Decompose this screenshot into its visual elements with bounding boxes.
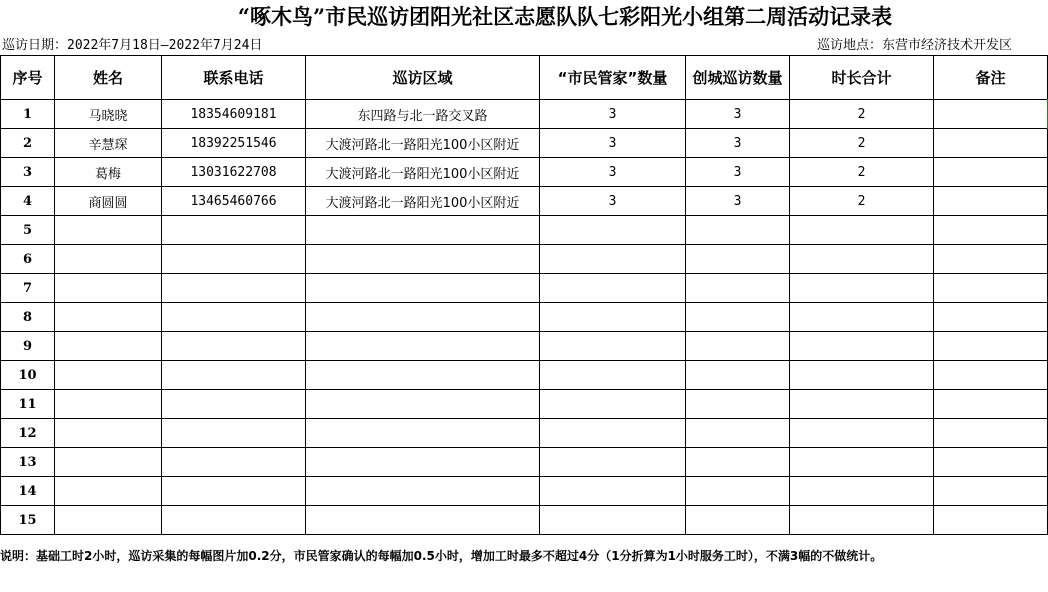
cell-area[interactable] [306,332,540,361]
cell-phone[interactable] [162,477,306,506]
cell-seq[interactable]: 8 [1,303,55,332]
cell-hours-total[interactable]: 2 [790,100,934,129]
cell-seq[interactable]: 4 [1,187,55,216]
table-row [1,274,1048,303]
cell-steward-count[interactable] [540,361,686,390]
document-title: “啄木鸟”市民巡访团阳光社区志愿队队七彩阳光小组第二周活动记录表 [237,4,893,29]
visit-location: 巡访地点：东营市经济技术开发区 [817,38,1013,53]
footnote: 说明：基础工时2小时，巡访采集的每幅图片加0.2分，市民管家确认的每幅加0.5小时，增加工时最多不超过4分（1分折算为1小时服务工时），不满3幅的不做统计。 [0,549,883,563]
cell-hours-total[interactable] [790,332,934,361]
header-note[interactable]: 备注 [934,56,1048,100]
table-row [1,129,1048,158]
cell-visit-count[interactable]: 3 [686,129,790,158]
cell-note[interactable] [934,158,1048,187]
cell-visit-count[interactable] [686,477,790,506]
header-phone[interactable]: 联系电话 [162,56,306,100]
table-row [1,419,1048,448]
cell-phone[interactable] [162,245,306,274]
cell-hours-total[interactable] [790,506,934,535]
cell-area[interactable] [306,245,540,274]
table-row [1,158,1048,187]
cell-note[interactable] [934,274,1048,303]
cell-visit-count[interactable] [686,448,790,477]
cell-visit-count[interactable]: 3 [686,158,790,187]
cell-phone[interactable] [162,274,306,303]
cell-area[interactable] [306,477,540,506]
cell-seq[interactable]: 10 [1,361,55,390]
header-visit-count[interactable]: 创城巡访数量 [686,56,790,100]
cell-visit-count[interactable]: 3 [686,100,790,129]
cell-visit-count[interactable] [686,506,790,535]
cell-phone[interactable] [162,390,306,419]
cell-phone[interactable] [162,361,306,390]
cell-phone[interactable] [162,332,306,361]
cell-steward-count[interactable]: 3 [540,158,686,187]
cell-name[interactable] [55,419,162,448]
cell-steward-count[interactable] [540,332,686,361]
table-row [1,506,1048,535]
cell-note[interactable] [934,390,1048,419]
cell-hours-total[interactable] [790,303,934,332]
cell-visit-count[interactable] [686,303,790,332]
cell-note[interactable] [934,419,1048,448]
cell-note[interactable] [934,100,1048,129]
cell-hours-total[interactable] [790,448,934,477]
cell-area[interactable] [306,361,540,390]
cell-visit-count[interactable] [686,274,790,303]
cell-note[interactable] [934,506,1048,535]
cell-area[interactable] [306,419,540,448]
header-hours-total[interactable]: 时长合计 [790,56,934,100]
table-header-row [1,56,1048,100]
activity-record-table [0,55,1048,535]
cell-area[interactable] [306,448,540,477]
cell-visit-count[interactable] [686,332,790,361]
cell-note[interactable] [934,187,1048,216]
cell-name[interactable] [55,245,162,274]
cell-name[interactable]: 马晓晓 [55,100,162,129]
table-row [1,100,1048,129]
table-row [1,361,1048,390]
cell-steward-count[interactable] [540,477,686,506]
cell-name[interactable] [55,332,162,361]
cell-hours-total[interactable] [790,274,934,303]
cell-name[interactable] [55,448,162,477]
cell-name[interactable]: 商圆圆 [55,187,162,216]
table-row [1,303,1048,332]
cell-hours-total[interactable] [790,245,934,274]
cell-phone[interactable]: 13031622708 [162,158,306,187]
cell-note[interactable] [934,477,1048,506]
cell-name[interactable] [55,390,162,419]
table-row [1,216,1048,245]
cell-seq[interactable]: 7 [1,274,55,303]
cell-phone[interactable] [162,506,306,535]
cell-visit-count[interactable] [686,419,790,448]
cell-hours-total[interactable] [790,361,934,390]
cell-visit-count[interactable] [686,245,790,274]
cell-hours-total[interactable] [790,216,934,245]
cell-steward-count[interactable]: 3 [540,129,686,158]
cell-name[interactable] [55,303,162,332]
cell-area[interactable]: 大渡河路北一路阳光100小区附近 [306,158,540,187]
cell-note[interactable] [934,303,1048,332]
cell-name[interactable] [55,506,162,535]
cell-steward-count[interactable] [540,390,686,419]
header-seq[interactable]: 序号 [1,56,55,100]
cell-note[interactable] [934,245,1048,274]
cell-hours-total[interactable]: 2 [790,129,934,158]
cell-area[interactable] [306,506,540,535]
cell-steward-count[interactable] [540,216,686,245]
cell-area[interactable]: 大渡河路北一路阳光100小区附近 [306,187,540,216]
header-steward-count[interactable]: “市民管家”数量 [540,56,686,100]
cell-seq[interactable]: 3 [1,158,55,187]
cell-hours-total[interactable]: 2 [790,187,934,216]
cell-steward-count[interactable] [540,448,686,477]
cell-visit-count[interactable] [686,216,790,245]
cell-visit-count[interactable] [686,390,790,419]
table-row [1,390,1048,419]
table-row [1,448,1048,477]
cell-seq[interactable]: 2 [1,129,55,158]
cell-hours-total[interactable]: 2 [790,158,934,187]
cell-visit-count[interactable] [686,361,790,390]
cell-name[interactable] [55,274,162,303]
cell-visit-count[interactable]: 3 [686,187,790,216]
cell-seq[interactable]: 15 [1,506,55,535]
cell-phone[interactable]: 18392251546 [162,129,306,158]
cell-steward-count[interactable] [540,245,686,274]
cell-steward-count[interactable]: 3 [540,100,686,129]
cell-steward-count[interactable] [540,419,686,448]
header-area[interactable]: 巡访区域 [306,56,540,100]
table-row [1,245,1048,274]
header-name[interactable]: 姓名 [55,56,162,100]
table-row [1,332,1048,361]
cell-phone[interactable]: 13465460766 [162,187,306,216]
cell-seq[interactable]: 5 [1,216,55,245]
cell-name[interactable]: 葛梅 [55,158,162,187]
cell-steward-count[interactable] [540,274,686,303]
cell-note[interactable] [934,448,1048,477]
table-row [1,477,1048,506]
cell-seq[interactable]: 1 [1,100,55,129]
visit-date: 巡访日期：2022年7月18日—2022年7月24日 [2,38,263,53]
cell-area[interactable] [306,216,540,245]
cell-area[interactable] [306,303,540,332]
cell-area[interactable] [306,390,540,419]
cell-phone[interactable] [162,216,306,245]
cell-area[interactable]: 大渡河路北一路阳光100小区附近 [306,129,540,158]
cell-area[interactable]: 东四路与北一路交叉路 [306,100,540,129]
cell-note[interactable] [934,216,1048,245]
cell-seq[interactable]: 14 [1,477,55,506]
cell-hours-total[interactable] [790,419,934,448]
cell-phone[interactable] [162,419,306,448]
cell-name[interactable]: 辛慧琛 [55,129,162,158]
cell-seq[interactable]: 6 [1,245,55,274]
cell-note[interactable] [934,129,1048,158]
cell-steward-count[interactable]: 3 [540,187,686,216]
cell-hours-total[interactable] [790,477,934,506]
cell-name[interactable] [55,361,162,390]
cell-steward-count[interactable] [540,303,686,332]
cell-steward-count[interactable] [540,506,686,535]
cell-hours-total[interactable] [790,390,934,419]
table-row [1,187,1048,216]
cell-name[interactable] [55,477,162,506]
cell-phone[interactable] [162,448,306,477]
cell-seq[interactable]: 11 [1,390,55,419]
cell-seq[interactable]: 9 [1,332,55,361]
cell-seq[interactable]: 12 [1,419,55,448]
cell-area[interactable] [306,274,540,303]
cell-name[interactable] [55,216,162,245]
cell-phone[interactable] [162,303,306,332]
cell-note[interactable] [934,332,1048,361]
cell-note[interactable] [934,361,1048,390]
cell-seq[interactable]: 13 [1,448,55,477]
cell-phone[interactable]: 18354609181 [162,100,306,129]
